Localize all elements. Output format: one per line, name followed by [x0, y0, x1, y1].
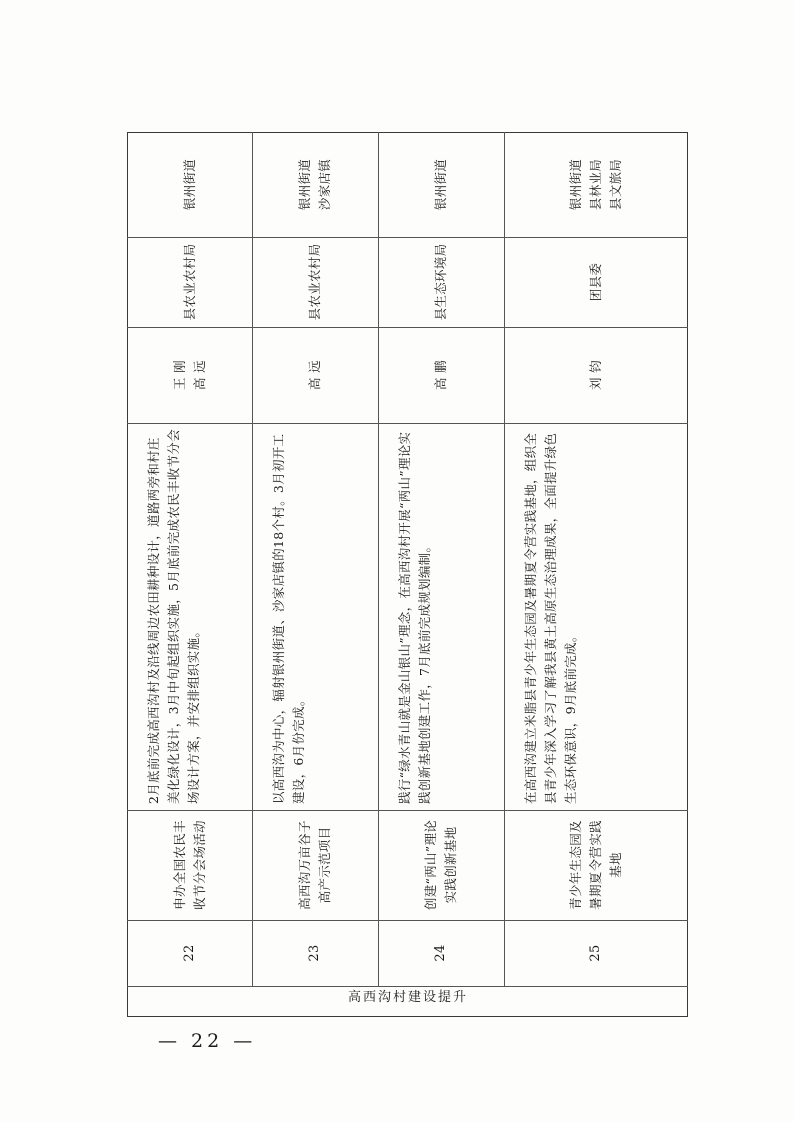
cell-item: 青少年生态园及暑期夏令营实践基地 — [568, 820, 623, 910]
field-divider — [127, 327, 688, 328]
cell-no: 25 — [588, 944, 603, 962]
field-divider — [127, 237, 688, 238]
cell-content: 在高西沟建立米脂县青少年生态园及暑期夏令营实践基地，组织全县青少年深入学习了解我县黄土高原生态治理成果，全面提升绿色生态环保意识，9月底前完成。 — [523, 432, 578, 804]
row-divider — [252, 132, 253, 986]
field-divider — [127, 423, 688, 424]
section-divider — [127, 986, 688, 987]
cell-dept: 县农业农村局 — [307, 243, 322, 321]
cell-no: 23 — [307, 944, 322, 962]
cell-item: 申办全国农民丰收节分会场活动 — [171, 820, 207, 910]
row-divider — [504, 132, 505, 986]
cell-unit: 银州街道 — [181, 158, 197, 211]
cell-unit: 银州街道 县林业局 县文旅局 — [568, 158, 623, 211]
field-divider — [127, 810, 688, 811]
cell-leader: 高 鹏 — [433, 360, 448, 390]
cell-content: 2月底前完成高西沟村及沿线周边农田耕种设计，道路两旁和村庄美化绿化设计，3月中旬起组织实施，5月底前完成农民丰收节分会场设计方案，并安排组织实施。 — [146, 429, 201, 804]
cell-no: 24 — [433, 944, 448, 962]
section-label: 高 西 沟 村 建 设 提 升 — [347, 990, 466, 1005]
cell-leader: 刘 钧 — [588, 360, 603, 390]
cell-leader: 王 刚 高 远 — [171, 360, 207, 390]
row-divider — [378, 132, 379, 986]
cell-unit: 银州街道 — [433, 158, 448, 211]
cell-content: 以高西沟为中心，辐射银州街道、沙家店镇的18个村。3月初开工建设，6月份完成。 — [271, 433, 306, 804]
cell-dept: 县农业农村局 — [181, 243, 197, 321]
page-number: — 22 — — [158, 1030, 257, 1052]
cell-dept: 县生态环境局 — [433, 243, 448, 321]
cell-leader: 高 远 — [307, 360, 322, 390]
cell-unit: 银州街道 沙家店镇 — [297, 158, 332, 211]
cell-content: 践行“绿水青山就是金山银山”理念，在高西沟村开展“两山”理论实践创新基地创建工作，7月底前完成规划编制。 — [397, 431, 432, 804]
cell-item: 创建“两山”理论实践创新基地 — [423, 819, 458, 911]
cell-no: 22 — [181, 944, 197, 962]
cell-item: 高西沟万亩谷子高产示范项目 — [297, 820, 332, 910]
field-divider — [127, 920, 688, 921]
cell-dept: 团县委 — [588, 262, 603, 302]
